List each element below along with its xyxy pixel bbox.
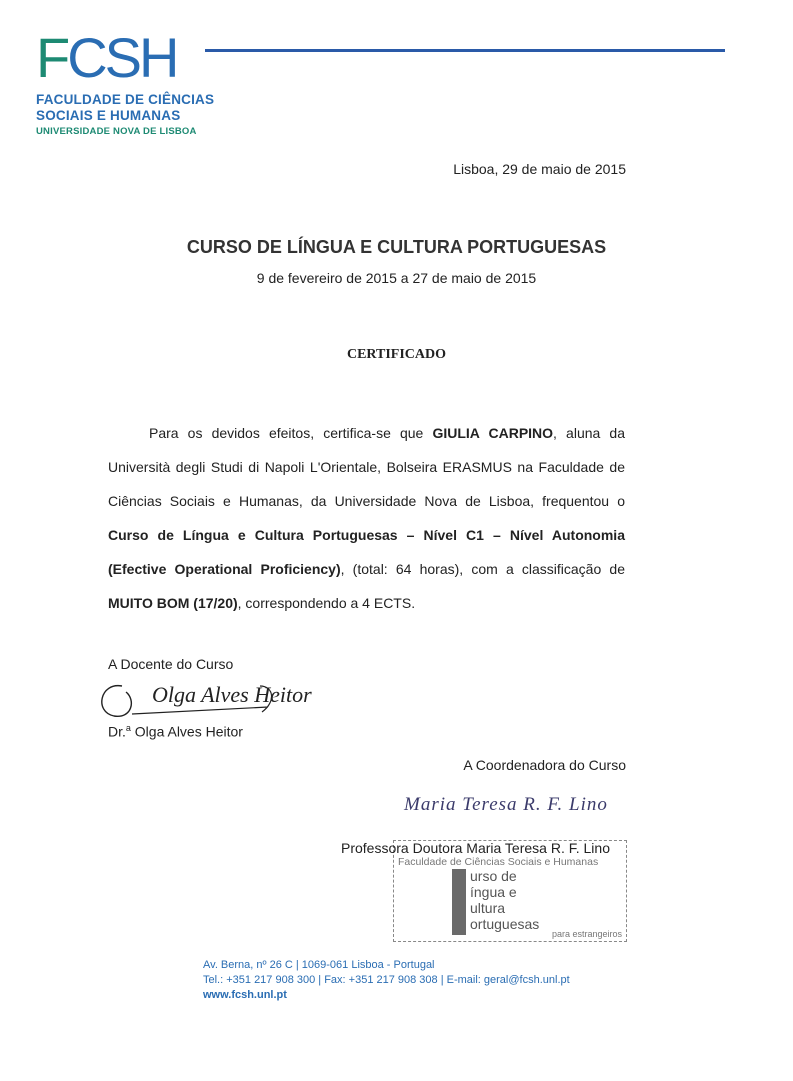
coordinator-label: A Coordenadora do Curso — [463, 757, 626, 773]
logo-line-1: FACULDADE DE CIÊNCIAS — [36, 92, 215, 107]
stamp-logo-block — [452, 869, 466, 935]
student-name: GIULIA CARPINO — [432, 425, 554, 441]
course-name: Curso de Língua e Cultura Portuguesas – Nível C1 – Nível Autonomia (Efective Operational Proficiency) — [108, 527, 625, 577]
certificate-heading: CERTIFICADO — [346, 347, 447, 362]
fcsh-logo — [36, 26, 215, 140]
course-title: CURSO DE LÍNGUA E CULTURA PORTUGUESAS — [186, 237, 607, 257]
teacher-label: A Docente do Curso — [108, 656, 234, 672]
teacher-name: Dr.$^a$ Olga Alves Heitor — [108, 723, 243, 740]
svg-text:Olga Alves Heitor: Olga Alves Heitor — [152, 682, 312, 707]
stamp-footer: para estrangeiros — [551, 929, 622, 939]
certificate-body: Para os devidos efeitos, certifica-se que GIULIA CARPINO, aluna da Università degli Studi di Napoli L'Orientale, Bolseira ERASMUS na Faculdade de Ciências Sociais e Humanas, da Universidade Nova de Lisboa, frequentou o Curso de Língua e Cultura Portuguesas – Nível C1 – Nível Autonomia (Efective Operational Proficiency), (total: 64 horas), com a classificação de MUITO BOM (17/20), correspondendo a 4 ECTS. — [108, 425, 625, 611]
footer-website[interactable]: www.fcsh.unl.pt — [203, 989, 287, 1001]
logo-line-2: SOCIAIS E HUMANAS — [36, 108, 181, 123]
footer-address: Av. Berna, nº 26 C | 1069-061 Lisboa - Portugal — [203, 959, 435, 971]
footer-contacts: Tel.: +351 217 908 300 | Fax: +351 217 908 308 | E-mail: geral@fcsh.unl.pt — [203, 974, 570, 986]
final-grade: MUITO BOM (17/20) — [108, 595, 238, 611]
stamp-line-4: ortuguesas — [470, 916, 540, 932]
coordinator-name: Professora Doutora Maria Teresa R. F. Lino — [341, 840, 610, 856]
page-footer — [203, 958, 570, 1003]
document-date: Lisboa, 29 de maio de 2015 — [453, 161, 626, 177]
stamp-line-3: ultura — [470, 900, 506, 916]
course-period: 9 de fevereiro de 2015 a 27 de maio de 2015 — [256, 270, 537, 286]
coordinator-signature: Maria Teresa R. F. Lino — [404, 794, 608, 815]
stamp-line-1: urso de — [470, 868, 517, 884]
header-rule — [205, 49, 725, 52]
stamp-header: Faculdade de Ciências Sociais e Humanas — [398, 856, 599, 868]
stamp-line-2: íngua e — [470, 884, 517, 900]
teacher-signature — [92, 672, 312, 722]
logo-line-3: UNIVERSIDADE NOVA DE LISBOA — [36, 126, 197, 137]
logo-mark: FCSH — [36, 26, 177, 89]
